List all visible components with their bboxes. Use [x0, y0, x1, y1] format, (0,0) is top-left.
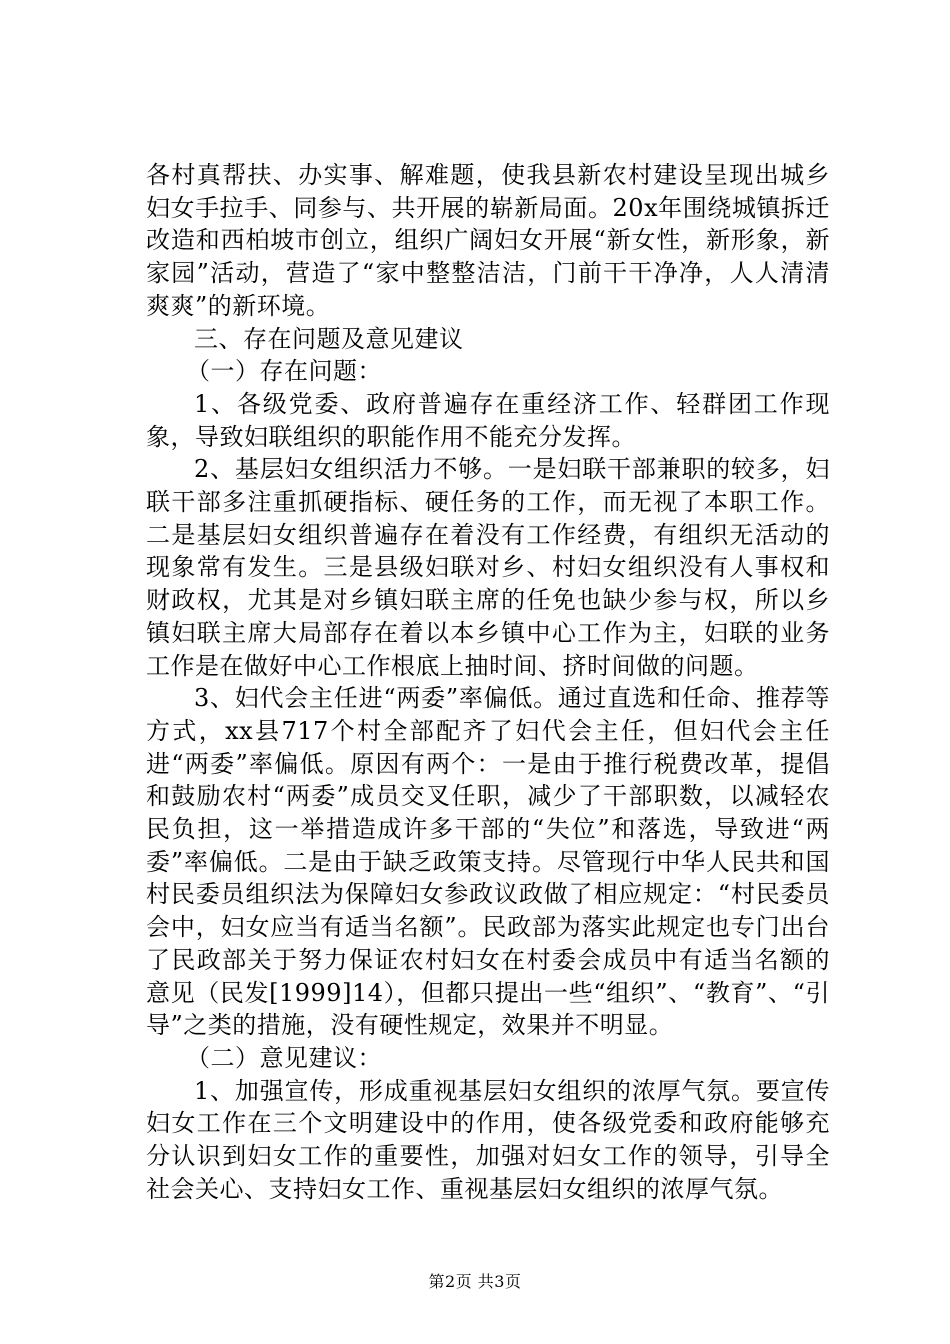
section-heading-problems-suggestions: 三、存在问题及意见建议 [194, 324, 464, 353]
paragraph-problem-3: 3、妇代会主任进“两委”率偏低。通过直选和任命、推荐等方式，xx县717个村全部配齐了妇代会主任，但妇代会主任进“两委”率偏低。原因有两个：一是由于推行税费改革，提倡和鼓励农村“两委”成员交叉任职，减少了干部职数，以减轻农民负担，这一举措造成许多干部的“失位”和落选，导致进“两委”率偏低。二是由于缺乏政策支持。尽管现行中华人民共和国村民委员组织法为保障妇女参政议政做了相应规定：“村民委员会中，妇女应当有适当名额”。民政部为落实此规定也专门出台了民政部关于努力保证农村妇女在村委会成员中有适当名额的意见（民发[1999]14），但都只提出一些“组织”、“教育”、“引导”之类的措施，没有硬性规定，效果并不明显。 [146, 684, 830, 1040]
paragraph-continuation: 各村真帮扶、办实事、解难题，使我县新农村建设呈现出城乡妇女手拉手、同参与、共开展的崭新局面。20x年围绕城镇拆迁改造和西柏坡市创立，组织广阔妇女开展“新女性，新形象，新家园”活动，营造了“家中整整洁洁，门前干干净净，人人清清爽爽”的新环境。 [146, 161, 830, 320]
document-body [146, 159, 830, 1206]
paragraph-problem-1: 1、各级党委、政府普遍存在重经济工作、轻群团工作现象，导致妇联组织的职能作用不能充分发挥。 [146, 389, 830, 451]
page-number-footer: 第2页 共3页 [428, 1272, 522, 1291]
subheading-suggestions: （二）意见建议： [186, 1043, 382, 1072]
subheading-existing-problems: （一）存在问题： [186, 357, 382, 386]
paragraph-suggestion-1: 1、加强宣传，形成重视基层妇女组织的浓厚气氛。要宣传妇女工作在三个文明建设中的作用，使各级党委和政府能够充分认识到妇女工作的重要性，加强对妇女工作的领导，引导全社会关心、支持妇女工作、重视基层妇女组织的浓厚气氛。 [146, 1076, 830, 1203]
paragraph-problem-2: 2、基层妇女组织活力不够。一是妇联干部兼职的较多，妇联干部多注重抓硬指标、硬任务的工作，而无视了本职工作。二是基层妇女组织普遍存在着没有工作经费，有组织无活动的现象常有发生。三是县级妇联对乡、村妇女组织没有人事权和财政权，尤其是对乡镇妇联主席的任免也缺少参与权，所以乡镇妇联主席大局部存在着以本乡镇中心工作为主，妇联的业务工作是在做好中心工作根底上抽时间、挤时间做的问题。 [146, 455, 830, 680]
